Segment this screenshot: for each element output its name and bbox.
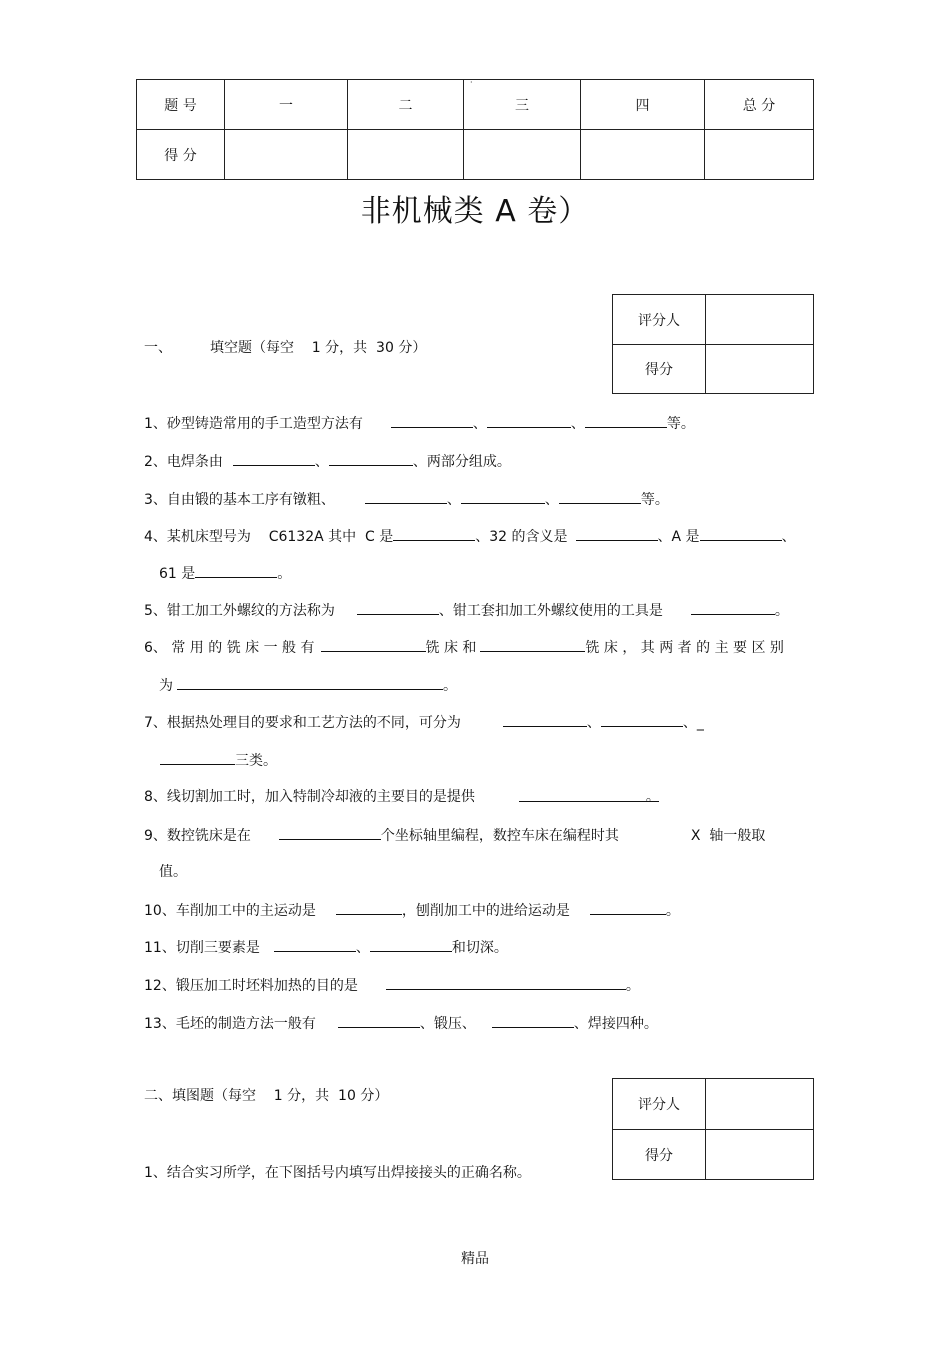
answer-blank[interactable] [329, 451, 413, 466]
score-row-label: 得 分 [137, 130, 225, 180]
answer-blank[interactable] [393, 526, 475, 541]
answer-blank[interactable] [370, 937, 452, 952]
score-table [136, 79, 814, 180]
question-10: 10、车削加工中的主运动是 ，刨削加工中的进给运动是 。 [144, 900, 680, 921]
stray-dot: · [470, 78, 473, 87]
question-13: 13、毛坯的制造方法一般有 、锻压、 、焊接四种。 [144, 1013, 658, 1034]
answer-blank[interactable] [487, 413, 571, 428]
page-footer: 精品 [461, 1251, 489, 1267]
section2-heading: 二、填图题（每空 1 分，共 10 分） [144, 1088, 389, 1104]
section2-question-1: 1、结合实习所学，在下图括号内填写出焊接接头的正确名称。 [144, 1165, 531, 1181]
answer-blank[interactable] [576, 526, 658, 541]
question-6-cont: 为 。 [159, 675, 457, 696]
answer-blank[interactable] [386, 975, 626, 990]
score-cell [225, 130, 348, 180]
answer-blank[interactable] [691, 600, 775, 615]
grader-cell [706, 1079, 814, 1130]
score-cell [348, 130, 464, 180]
answer-blank[interactable] [590, 900, 666, 915]
question-4-cont: 61 是 。 [159, 563, 291, 584]
question-7-cont: 三类。 [160, 750, 277, 771]
section1-title: 填空题（每空 1 分，共 30 分） [210, 340, 427, 356]
score-header-4: 四 [581, 80, 705, 130]
answer-blank[interactable] [177, 675, 443, 690]
answer-blank[interactable] [585, 413, 667, 428]
section1-number: 一、 [144, 340, 172, 356]
answer-blank[interactable] [321, 637, 426, 652]
page-title: 非机械类 A 卷） [360, 194, 590, 229]
answer-blank[interactable] [480, 637, 585, 652]
grader-cell [706, 1130, 814, 1180]
question-9: 9、数控铣床是在 个坐标轴里编程，数控车床在编程时其 X 轴一般取 [144, 825, 765, 846]
answer-blank[interactable] [279, 825, 381, 840]
question-9-cont: 值。 [159, 864, 187, 880]
grader-label: 评分人 [613, 1079, 706, 1130]
score-header-1: 一 [225, 80, 348, 130]
score-header-total: 总 分 [705, 80, 814, 130]
grader-box-2 [612, 1078, 814, 1180]
score-header-2: 二 [348, 80, 464, 130]
score-cell [581, 130, 705, 180]
answer-blank[interactable] [233, 451, 315, 466]
grader-label: 评分人 [613, 295, 706, 345]
answer-blank[interactable] [195, 563, 277, 578]
answer-blank[interactable] [559, 489, 641, 504]
answer-blank[interactable] [461, 489, 545, 504]
answer-blank[interactable] [601, 712, 683, 727]
question-1: 1、砂型铸造常用的手工造型方法有 、 、 等。 [144, 413, 695, 434]
score-cell [705, 130, 814, 180]
question-12: 12、锻压加工时坯料加热的目的是 。 [144, 975, 640, 996]
grader-score-label: 得分 [613, 1130, 706, 1180]
answer-blank[interactable] [503, 712, 587, 727]
section1-heading [144, 338, 426, 358]
grader-cell [706, 295, 814, 345]
score-header-3: 三 [464, 80, 581, 130]
answer-blank[interactable] [492, 1013, 574, 1028]
question-8: 8、线切割加工时，加入特制冷却液的主要目的是提供 。 [144, 789, 660, 805]
score-cell [464, 130, 581, 180]
answer-blank[interactable] [160, 750, 235, 765]
question-2: 2、电焊条由 、 、两部分组成。 [144, 451, 511, 472]
question-3: 3、自由锻的基本工序有镦粗、 、 、 等。 [144, 489, 669, 510]
score-header-label: 题 号 [137, 80, 225, 130]
answer-blank[interactable] [274, 937, 356, 952]
answer-blank[interactable]: 。 [519, 787, 659, 802]
answer-blank[interactable] [357, 600, 439, 615]
question-4: 4、某机床型号为 C6132A 其中 C 是 、32 的含义是 、A 是 、 [144, 526, 796, 547]
answer-blank[interactable] [391, 413, 473, 428]
grader-score-label: 得分 [613, 345, 706, 394]
grader-box-1 [612, 294, 814, 394]
question-5: 5、钳工加工外螺纹的方法称为 、钳工套扣加工外螺纹使用的工具是 。 [144, 600, 789, 621]
grader-cell [706, 345, 814, 394]
answer-blank[interactable] [365, 489, 447, 504]
question-11: 11、切削三要素是 、 和切深。 [144, 937, 508, 958]
answer-blank[interactable] [336, 900, 402, 915]
question-6: 6、 常 用 的 铣 床 一 般 有 铣 床 和 铣 床 ， 其 两 者 的 主 要 区 别 [144, 637, 784, 658]
answer-blank[interactable] [338, 1013, 420, 1028]
question-7: 7、根据热处理目的要求和工艺方法的不同，可分为 、 、_ [144, 712, 704, 733]
answer-blank[interactable] [700, 526, 782, 541]
